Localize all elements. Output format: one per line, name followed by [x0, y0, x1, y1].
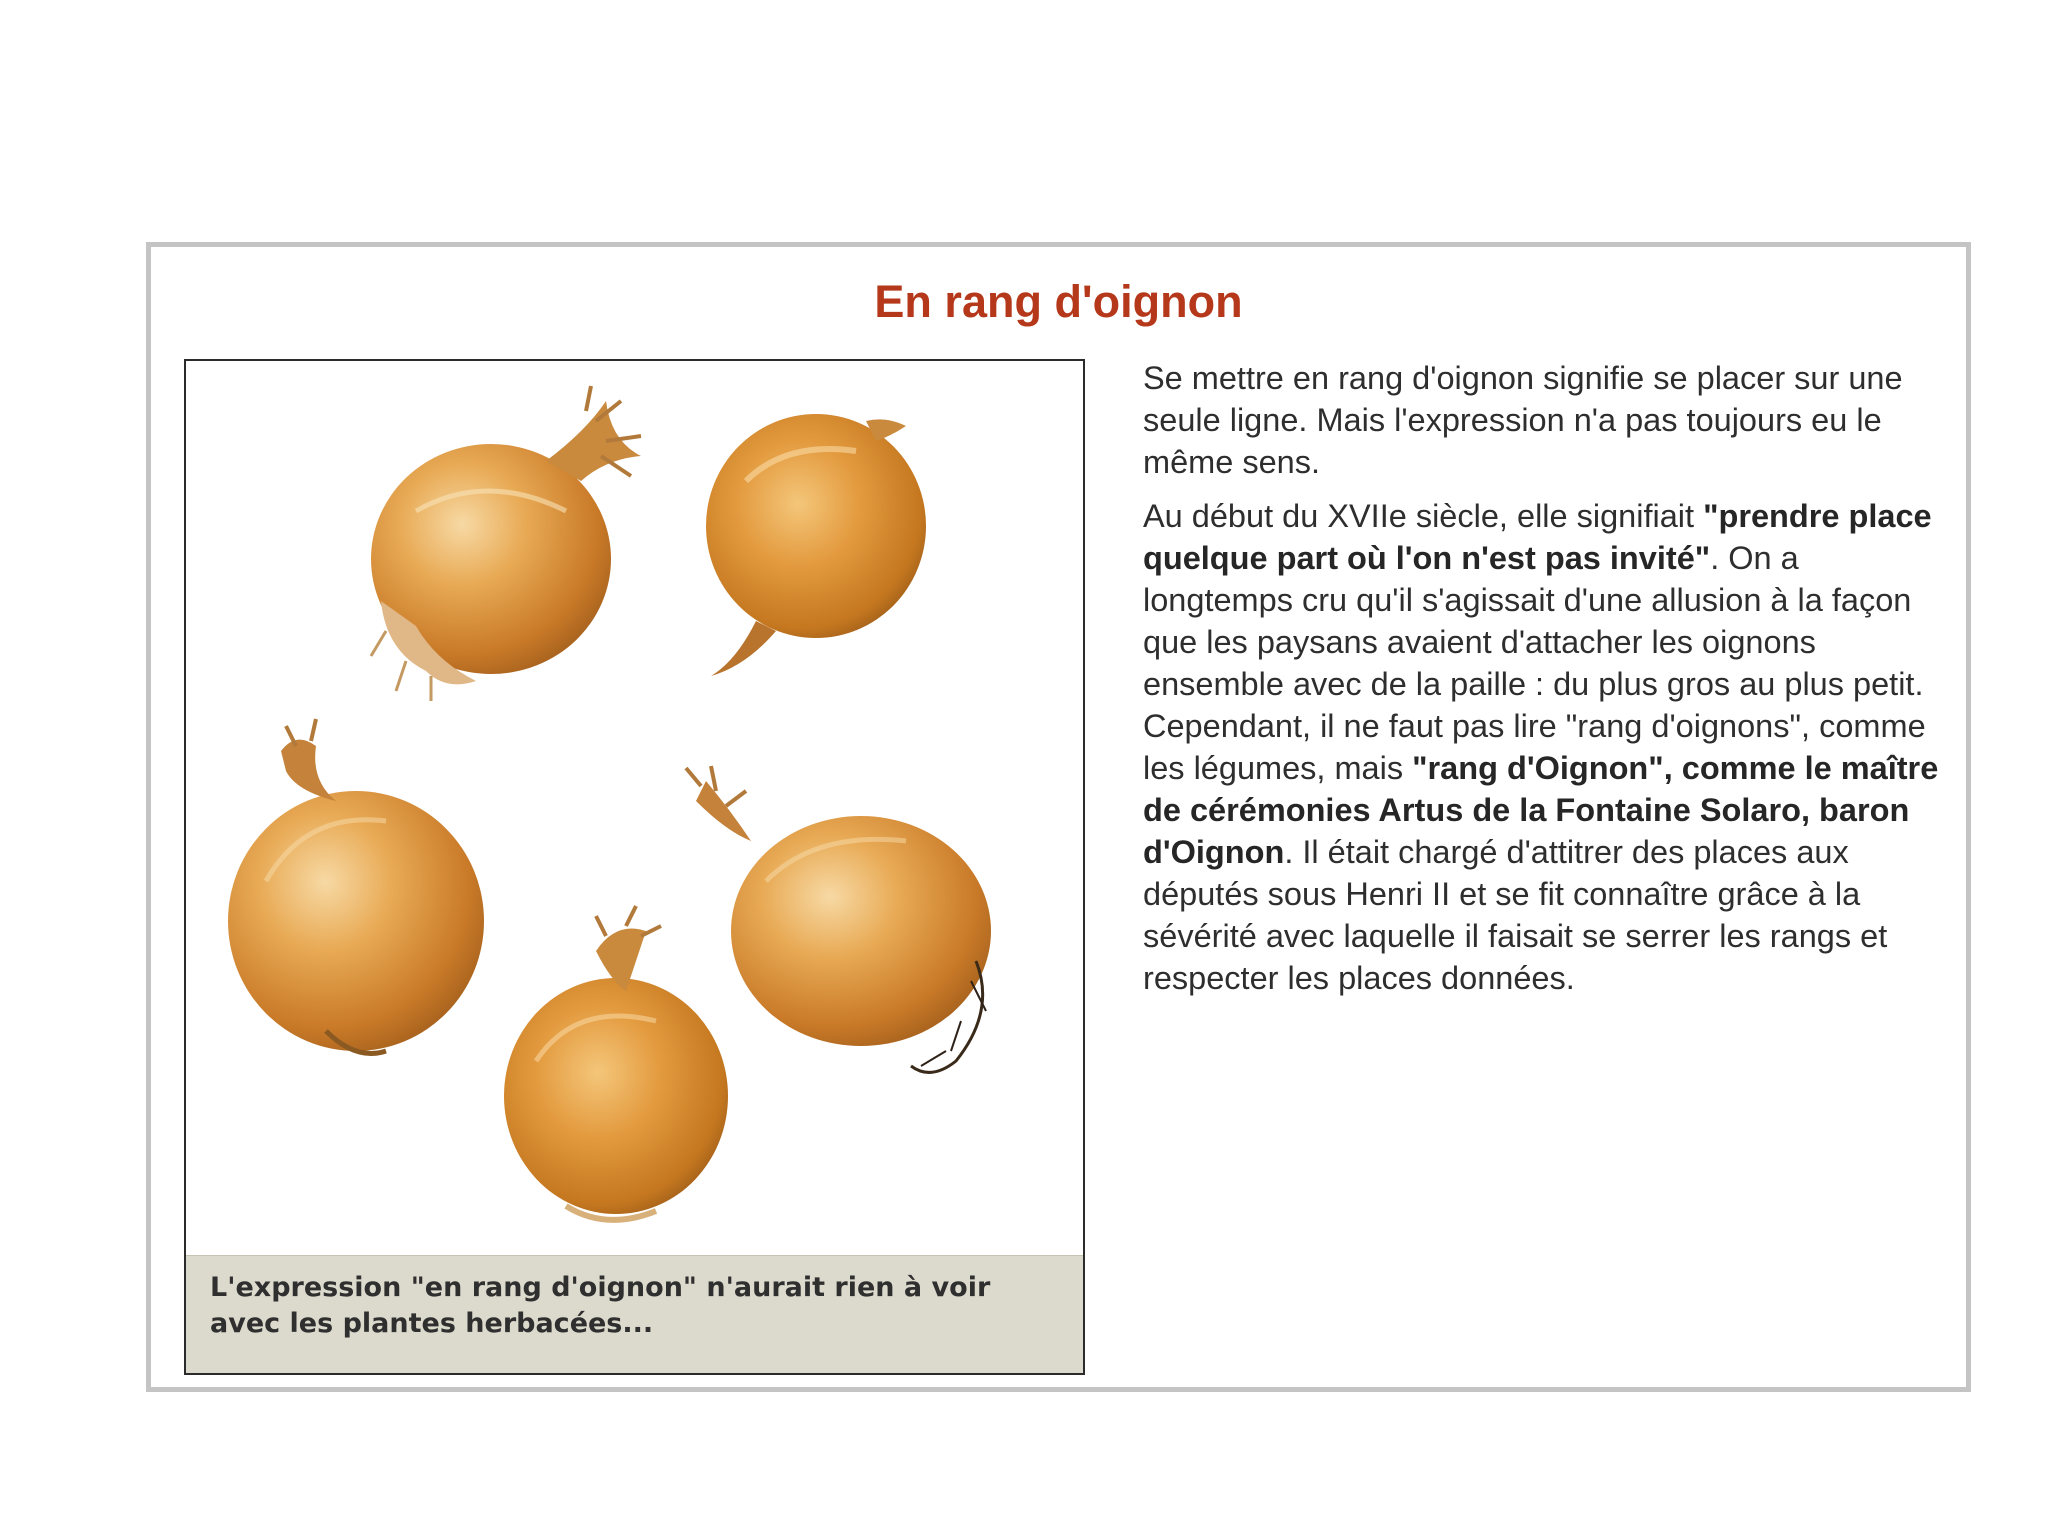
paragraph-text: . On a longtemps cru qu'il s'agissait d'une allusion à la façon que les paysans avaient d'attacher les oignons ensemble avec de la paille : du plus gros au plus petit. Cependant, il ne faut pas lire "rang d'oignons", comme les légumes, mais [1143, 540, 1926, 786]
image-caption: L'expression "en rang d'oignon" n'aurait rien à voir avec les plantes herbacées... [186, 1255, 1083, 1373]
emphasis-quote: "prendre place quelque part où l'on n'est pas invité" [1143, 498, 1932, 576]
paragraph-text: . Il était chargé d'attitrer des places aux députés sous Henri II et se fit connaître grâce à la sévérité avec laquelle il faisait se serrer les rangs et respecter les places données. [1143, 834, 1888, 996]
onion-top-right [706, 414, 926, 676]
image-figure [184, 359, 1085, 1375]
article-title: En rang d'oignon [874, 276, 1243, 327]
article-body [1143, 357, 1943, 1011]
paragraph-intro: Se mettre en rang d'oignon signifie se placer sur une seule ligne. Mais l'expression n'a pas toujours eu le même sens. [1143, 360, 1903, 480]
paragraph-text: Au début du XVIIe siècle, elle signifiait [1143, 498, 1704, 534]
article-card [146, 242, 1971, 1392]
onions-photo [186, 361, 1083, 1255]
onion-top-left [371, 386, 641, 701]
onion-middle-right [686, 766, 991, 1072]
paragraph-history [1143, 495, 1943, 999]
onion-bottom-center [504, 906, 728, 1220]
emphasis-baron: "rang d'Oignon", comme le maître de cérémonies Artus de la Fontaine Solaro, baron d'Oignon [1143, 750, 1939, 870]
onion-middle-left [228, 719, 484, 1054]
